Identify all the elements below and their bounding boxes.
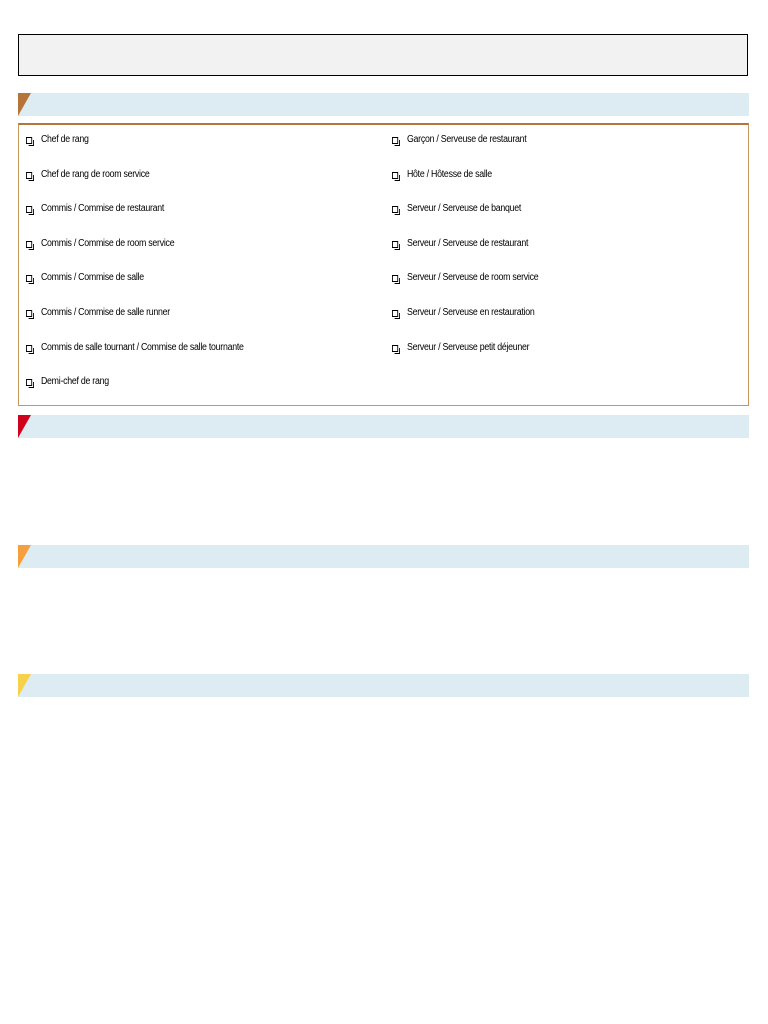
section-accent-triangle xyxy=(18,415,31,438)
occupation-list-item[interactable] xyxy=(26,125,244,160)
occupation-list-item[interactable] xyxy=(392,194,538,229)
occupation-list-item[interactable] xyxy=(392,160,538,195)
occupation-label: Commis / Commise de restaurant xyxy=(40,203,165,215)
section-header-2 xyxy=(18,415,749,438)
checkbox-icon[interactable] xyxy=(26,345,32,352)
occupation-list-item[interactable] xyxy=(392,229,538,264)
checkbox-icon[interactable] xyxy=(392,310,398,317)
occupation-list-item[interactable] xyxy=(26,367,244,402)
occupation-label: Garçon / Serveuse de restaurant xyxy=(406,134,527,145)
checkbox-icon[interactable] xyxy=(392,275,398,282)
checkbox-icon[interactable] xyxy=(392,172,398,179)
checkbox-icon[interactable] xyxy=(392,241,398,248)
occupation-list-item[interactable] xyxy=(26,298,244,333)
occupation-label: Chef de rang de room service xyxy=(40,168,150,180)
occupation-label: Demi-chef de rang xyxy=(40,376,109,388)
occupation-list-item[interactable] xyxy=(26,160,244,195)
occupation-label: Commis / Commise de salle runner xyxy=(40,306,170,318)
section-accent-triangle xyxy=(18,545,31,568)
occupation-list-item[interactable] xyxy=(26,194,244,229)
occupation-list-item[interactable] xyxy=(26,263,244,298)
checkbox-icon[interactable] xyxy=(26,275,32,282)
occupation-list xyxy=(18,123,749,406)
occupation-list-item[interactable] xyxy=(392,125,538,160)
occupation-label: Commis de salle tournant / Commise de salle tournante xyxy=(40,341,244,353)
occupation-label: Serveur / Serveuse petit déjeuner xyxy=(406,341,530,353)
occupation-list-item[interactable] xyxy=(392,333,538,368)
checkbox-icon[interactable] xyxy=(26,172,32,179)
checkbox-icon[interactable] xyxy=(26,206,32,213)
section-header-3 xyxy=(18,545,749,568)
occupation-list-item[interactable] xyxy=(26,333,244,368)
checkbox-icon[interactable] xyxy=(26,310,32,317)
section-header-4 xyxy=(18,674,749,697)
occupation-label: Chef de rang xyxy=(40,134,89,145)
occupation-label: Commis / Commise de salle xyxy=(40,272,144,284)
occupation-label: Serveur / Serveuse de room service xyxy=(406,272,539,284)
occupation-label: Serveur / Serveuse de restaurant xyxy=(406,237,529,249)
title-box xyxy=(18,34,748,76)
checkbox-icon[interactable] xyxy=(26,137,32,144)
checkbox-icon[interactable] xyxy=(26,379,32,386)
checkbox-icon[interactable] xyxy=(392,206,398,213)
occupation-label: Hôte / Hôtesse de salle xyxy=(406,168,492,180)
section-accent-triangle xyxy=(18,674,31,697)
occupation-label: Commis / Commise de room service xyxy=(40,237,175,249)
section-accent-triangle xyxy=(18,93,31,116)
occupation-label: Serveur / Serveuse de banquet xyxy=(406,203,522,215)
occupation-list-item[interactable] xyxy=(26,229,244,264)
occupation-label: Serveur / Serveuse en restauration xyxy=(406,306,535,318)
occupation-list-left-column xyxy=(26,125,273,402)
occupation-list-item[interactable] xyxy=(392,298,538,333)
section-header-1 xyxy=(18,93,749,116)
occupation-list-item[interactable] xyxy=(392,263,538,298)
checkbox-icon[interactable] xyxy=(392,345,398,352)
checkbox-icon[interactable] xyxy=(392,137,398,144)
checkbox-icon[interactable] xyxy=(26,241,32,248)
occupation-list-right-column xyxy=(392,125,558,367)
